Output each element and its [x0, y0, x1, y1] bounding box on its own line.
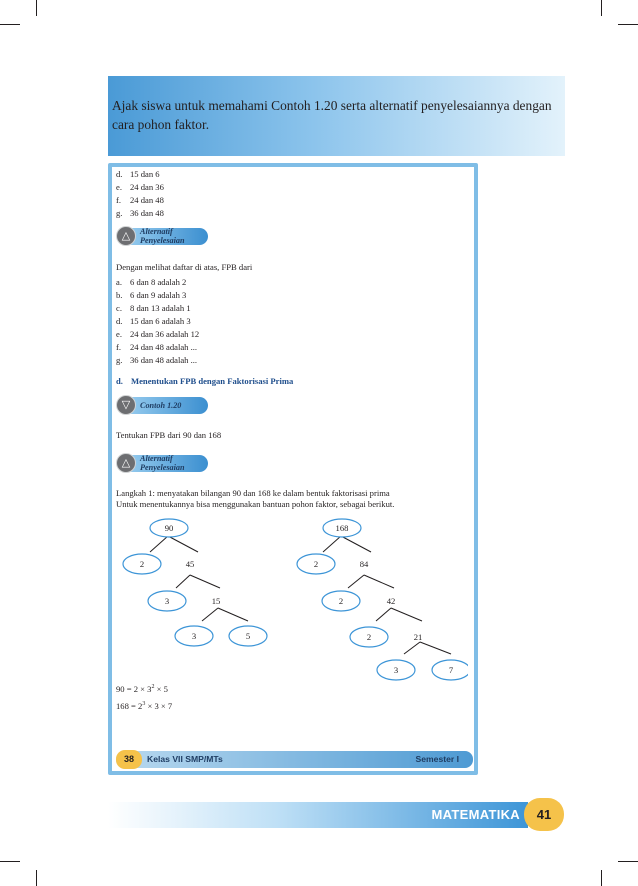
- crop-mark: [0, 24, 20, 25]
- badge-line: Alternatif: [140, 454, 173, 463]
- list-text: 8 dan 13 adalah 1: [130, 303, 191, 313]
- list-marker: e.: [116, 182, 122, 192]
- tree-168-quotient: 21: [413, 632, 423, 642]
- teacher-note-banner: [108, 76, 565, 156]
- list-text: 15 dan 6: [130, 169, 160, 179]
- crop-mark: [618, 861, 638, 862]
- tree-90-quotient: 15: [211, 596, 221, 606]
- equation-text: × 5: [154, 684, 168, 694]
- list-marker: g.: [116, 355, 123, 365]
- equation-exponent: 3: [142, 701, 146, 708]
- badge-line: Alternatif: [140, 227, 173, 236]
- list-text: 6 dan 8 adalah 2: [130, 277, 187, 287]
- footer-class-label: Kelas VII SMP/MTs: [147, 754, 223, 764]
- list-marker: b.: [116, 290, 123, 300]
- badge-line: Penyelesaian: [140, 462, 185, 472]
- crop-mark: [36, 0, 37, 16]
- equation-text: × 3 × 7: [145, 701, 173, 711]
- tree-168-factor: 7: [448, 665, 454, 675]
- tree-90-root: 90: [164, 523, 174, 533]
- tree-90-factor: 3: [164, 596, 170, 606]
- alternatif-penyelesaian-badge: [116, 227, 208, 246]
- triangle-icon: △: [116, 453, 136, 473]
- equation-text: 90 = 2 × 3: [116, 684, 152, 694]
- list-marker: g.: [116, 208, 123, 218]
- step-text-line-1: Langkah 1: menyatakan bilangan 90 dan 168 ke dalam bentuk faktorisasi prima: [116, 488, 390, 498]
- equation-exponent: 2: [151, 684, 155, 691]
- section-title: Menentukan FPB dengan Faktorisasi Prima: [131, 376, 294, 386]
- tree-168-factor: 2: [338, 596, 344, 606]
- page-number: 41: [524, 798, 564, 831]
- list-text: 24 dan 48 adalah ...: [130, 342, 198, 352]
- list-marker: d.: [116, 316, 123, 326]
- list-text: 24 dan 36: [130, 182, 164, 192]
- list-text: 24 dan 48: [130, 195, 164, 205]
- badge-label: [140, 228, 185, 245]
- tree-168-factor: 3: [393, 665, 399, 675]
- alternatif-penyelesaian-badge: [116, 454, 208, 473]
- crop-mark: [601, 870, 602, 886]
- list-text: 6 dan 9 adalah 3: [130, 290, 187, 300]
- step-text-line-2: Untuk menentukannya bisa menggunakan bantuan pohon faktor, sebagai berikut.: [116, 499, 395, 509]
- tree-168-factor: 2: [366, 632, 372, 642]
- factor-trees: [108, 515, 468, 687]
- student-page-number: 38: [116, 750, 142, 769]
- footer-semester-label: Semester I: [415, 754, 459, 764]
- tree-168-factor: 2: [313, 559, 319, 569]
- crop-mark: [36, 870, 37, 886]
- funnel-icon: ▽: [116, 395, 136, 415]
- triangle-icon: △: [116, 226, 136, 246]
- list-marker: f.: [116, 342, 122, 352]
- badge-line: Penyelesaian: [140, 235, 185, 245]
- tree-168-root: 168: [335, 523, 349, 533]
- list-marker: c.: [116, 303, 122, 313]
- tree-90-quotient: 45: [185, 559, 195, 569]
- crop-mark: [601, 0, 602, 16]
- page-footer-bar: [108, 802, 528, 828]
- list-text: 36 dan 48 adalah ...: [130, 355, 198, 365]
- intro-text: Dengan melihat daftar di atas, FPB dari: [116, 262, 253, 272]
- badge-label: [140, 455, 185, 472]
- tree-168-quotient: 42: [386, 596, 396, 606]
- tree-90-factor: 2: [139, 559, 145, 569]
- crop-mark: [0, 861, 20, 862]
- list-marker: e.: [116, 329, 122, 339]
- crop-mark: [618, 24, 638, 25]
- list-text: 36 dan 48: [130, 208, 164, 218]
- example-question: Tentukan FPB dari 90 dan 168: [116, 430, 222, 440]
- factorization-90: [116, 684, 168, 694]
- list-text: 15 dan 6 adalah 3: [130, 316, 191, 326]
- list-marker: f.: [116, 195, 122, 205]
- badge-label: Contoh 1.20: [140, 401, 182, 410]
- tree-168-quotient: 84: [359, 559, 369, 569]
- contoh-badge: [116, 396, 208, 415]
- subject-label: MATEMATIKA: [431, 807, 520, 822]
- list-marker: d.: [116, 169, 123, 179]
- list-marker: a.: [116, 277, 122, 287]
- tree-90-factor: 3: [191, 631, 197, 641]
- teacher-note-text: Ajak siswa untuk memahami Contoh 1.20 serta alternatif penyelesaiannya dengan cara pohon faktor.: [112, 98, 552, 132]
- factorization-168: [116, 701, 172, 711]
- section-marker: d.: [116, 376, 123, 386]
- tree-90-factor: 5: [245, 631, 251, 641]
- student-page-footer: [116, 751, 473, 768]
- equation-text: 168 = 2: [116, 701, 143, 711]
- list-text: 24 dan 36 adalah 12: [130, 329, 200, 339]
